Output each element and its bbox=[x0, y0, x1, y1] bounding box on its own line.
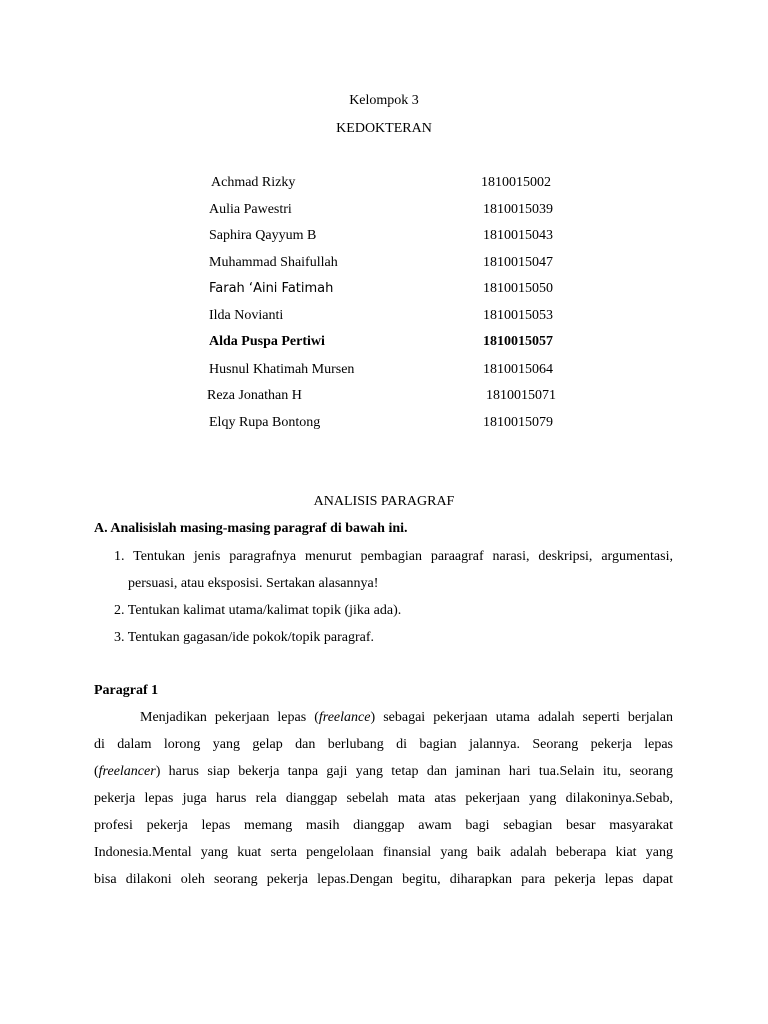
paragraph-line bbox=[94, 764, 673, 780]
member-id: 1810015064 bbox=[483, 362, 553, 377]
member-id: 1810015043 bbox=[483, 228, 553, 243]
paragraph-line: di dalam lorong yang gelap dan berlubang di bagian jalannya. Seorang pekerja lepas bbox=[94, 737, 673, 752]
text-segment: Menjadikan pekerjaan lepas ( bbox=[140, 710, 319, 725]
member-id: 1810015071 bbox=[486, 388, 556, 403]
member-id: 1810015039 bbox=[483, 202, 553, 217]
member-name: Aulia Pawestri bbox=[209, 202, 292, 217]
text-segment: ) sebagai pekerjaan utama adalah seperti berjalan bbox=[370, 710, 673, 725]
member-id-highlighted: 1810015057 bbox=[483, 334, 553, 349]
task-1-text: 1. Tentukan jenis paragrafnya menurut pembagian paraagraf narasi, deskripsi, argumentasi, bbox=[114, 549, 673, 564]
paragraph-line: bisa dilakoni oleh seorang pekerja lepas.Dengan begitu, diharapkan para pekerja lepas dapat bbox=[94, 872, 673, 887]
member-name: Reza Jonathan H bbox=[207, 388, 302, 403]
task-1-line-2: persuasi, atau eksposisi. Sertakan alasannya! bbox=[128, 576, 379, 591]
paragraph-line: profesi pekerja lepas memang masih dianggap awam bagi sebagian besar masyarakat bbox=[94, 818, 673, 833]
paragraph-line bbox=[140, 710, 673, 726]
task-3: 3. Tentukan gagasan/ide pokok/topik paragraf. bbox=[114, 630, 375, 645]
faculty-title: KEDOKTERAN bbox=[336, 121, 432, 136]
member-id: 1810015079 bbox=[483, 415, 553, 430]
task-2: 2. Tentukan kalimat utama/kalimat topik (jika ada). bbox=[114, 603, 402, 618]
section-title: ANALISIS PARAGRAF bbox=[313, 494, 455, 509]
member-name-highlighted: Alda Puspa Pertiwi bbox=[209, 334, 325, 349]
member-name: Elqy Rupa Bontong bbox=[209, 415, 321, 430]
task-1-line-1 bbox=[114, 549, 673, 565]
text-segment: ( bbox=[94, 764, 99, 779]
member-id: 1810015053 bbox=[483, 308, 553, 323]
member-name: Achmad Rizky bbox=[211, 175, 296, 190]
member-name: Farah ‘Aini Fatimah bbox=[209, 281, 334, 296]
instruction-heading: A. Analisislah masing-masing paragraf di bawah ini. bbox=[94, 521, 408, 536]
paragraph-heading: Paragraf 1 bbox=[94, 683, 159, 698]
member-name: Ilda Novianti bbox=[209, 308, 284, 323]
member-name: Husnul Khatimah Mursen bbox=[209, 362, 355, 377]
member-name: Muhammad Shaifullah bbox=[209, 255, 338, 270]
member-name: Saphira Qayyum B bbox=[209, 228, 317, 243]
italic-term: freelance bbox=[318, 710, 371, 725]
group-title: Kelompok 3 bbox=[349, 93, 419, 108]
member-id: 1810015002 bbox=[481, 175, 551, 190]
member-id: 1810015050 bbox=[483, 281, 553, 296]
paragraph-line: pekerja lepas juga harus rela dianggap sebelah mata atas pekerjaan yang dilakoninya.Sebab, bbox=[94, 791, 673, 806]
paragraph-line: Indonesia.Mental yang kuat serta pengelolaan finansial yang baik adalah beberapa kiat yang bbox=[94, 845, 673, 860]
member-id: 1810015047 bbox=[483, 255, 553, 270]
italic-term: freelancer bbox=[98, 764, 156, 779]
text-segment: ) harus siap bekerja tanpa gaji yang tetap dan jaminan hari tua.Selain itu, seorang bbox=[155, 764, 673, 779]
